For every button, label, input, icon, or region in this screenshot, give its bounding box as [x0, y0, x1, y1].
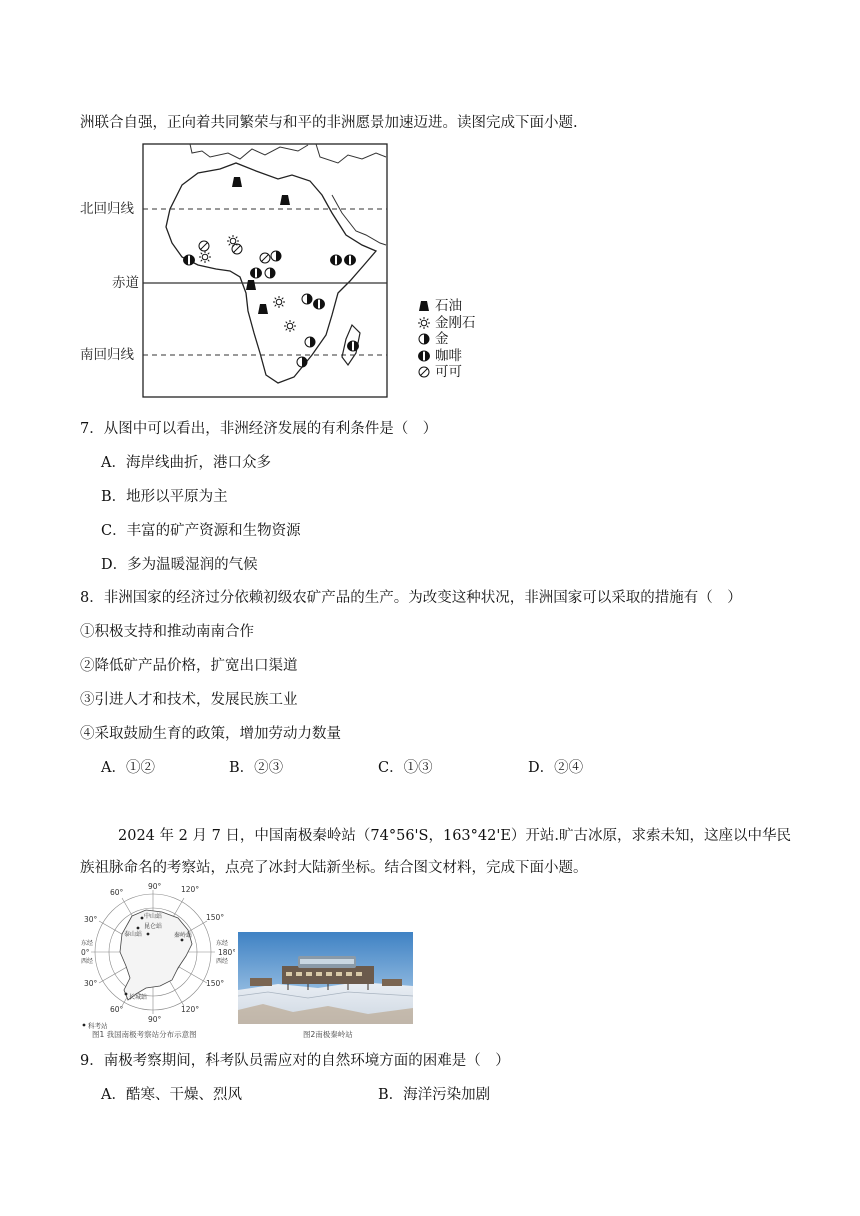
cocoa-symbol	[199, 241, 209, 251]
q8-option-d[interactable]: D．②④	[528, 760, 584, 776]
q9-option-a[interactable]: A．酷寒、干燥、烈风	[101, 1087, 242, 1103]
gold-symbol	[302, 294, 312, 304]
station-label: 秦岭站	[174, 932, 193, 939]
q7-option-c[interactable]: C．丰富的矿产资源和生物资源	[101, 523, 301, 539]
gold-symbol	[265, 268, 275, 278]
q7-stem: 7．从图中可以看出，非洲经济发展的有利条件是（ ）	[80, 421, 438, 437]
legend-label: 可可	[435, 364, 462, 380]
deg-label: 90°	[148, 882, 162, 891]
cocoa-icon	[417, 365, 431, 379]
africa-resource-map	[80, 143, 410, 407]
coffee-icon	[417, 349, 431, 363]
coffee-symbol	[330, 255, 342, 265]
oil-icon	[417, 299, 431, 313]
q7-option-a[interactable]: A．海岸线曲折，港口众多	[101, 455, 271, 471]
station-dot	[141, 917, 144, 920]
deg-label: 180°	[218, 948, 235, 957]
station-dot	[137, 927, 140, 930]
cocoa-symbol	[260, 253, 270, 263]
map-legend	[417, 298, 476, 381]
deg-label: 60°	[110, 888, 124, 897]
coffee-symbol	[313, 299, 325, 309]
q8-option-a[interactable]: A．①②	[101, 760, 155, 776]
deg-label: 120°	[181, 885, 200, 894]
station-label: 昆仑站	[144, 923, 163, 930]
east-label: 东经	[216, 940, 229, 947]
q9-stem: 9．南极考察期间，科考队员需应对的自然环境方面的困难是（ ）	[80, 1053, 510, 1069]
q8-option-b[interactable]: B．②③	[229, 760, 284, 776]
legend-label: 咖啡	[435, 347, 462, 364]
deg-label: 120°	[181, 1005, 200, 1014]
legend-coffee	[417, 348, 476, 365]
q7-option-d[interactable]: D．多为温暖湿润的气候	[101, 557, 258, 573]
figure2-caption: 图2南极秦岭站	[303, 1030, 353, 1039]
legend-diamond	[417, 315, 476, 332]
station-label: 中山站	[144, 913, 163, 920]
gold-icon	[417, 332, 431, 346]
deg-label: 150°	[206, 913, 225, 922]
station-dot	[125, 993, 128, 996]
station-label: 泰山站	[124, 931, 143, 938]
gold-symbol	[271, 251, 281, 261]
legend-cocoa	[417, 364, 476, 381]
station-dot	[147, 933, 150, 936]
deg-label: 0°	[81, 948, 90, 957]
east-label-west-side: 东经	[81, 940, 94, 947]
legend-oil	[417, 298, 476, 315]
tropic-north-label: 北回归线	[80, 201, 134, 217]
q7-option-b[interactable]: B．地形以平原为主	[101, 489, 228, 505]
deg-label: 150°	[206, 979, 225, 988]
station-dot	[181, 939, 184, 942]
coffee-symbol	[250, 268, 262, 278]
legend-label: 金	[435, 331, 449, 347]
q8-stem: 8．非洲国家的经济过分依赖初级农矿产品的生产。为改变这种状况，非洲国家可以采取的措施有（ ）	[80, 590, 742, 606]
west-label-east-side: 西经	[216, 958, 229, 965]
deg-label: 90°	[148, 1015, 162, 1024]
deg-label: 60°	[110, 1005, 124, 1014]
coffee-symbol	[344, 255, 356, 265]
q9-option-b[interactable]: B．海洋污染加剧	[378, 1087, 491, 1103]
q8-item-1: ①积极支持和推动南南合作	[80, 624, 254, 640]
deg-label: 30°	[84, 915, 98, 924]
q8-item-3: ③引进人才和技术，发展民族工业	[80, 692, 298, 708]
tropic-south-label: 南回归线	[80, 347, 134, 363]
q8-item-2: ②降低矿产品价格，扩宽出口渠道	[80, 658, 298, 674]
gold-symbol	[297, 357, 307, 367]
q8-item-4: ④采取鼓励生育的政策，增加劳动力数量	[80, 726, 341, 742]
deg-label: 30°	[84, 979, 98, 988]
passage-line-2: 族祖脉命名的考察站，点亮了冰封大陆新坐标。结合图文材料，完成下面小题。	[80, 860, 588, 876]
legend-label: 石油	[435, 298, 462, 314]
west-label: 西经	[81, 958, 94, 965]
station-legend-label: 科考站	[88, 1022, 108, 1030]
gold-symbol	[305, 337, 315, 347]
intro-text: 洲联合自强，正向着共同繁荣与和平的非洲愿景加速迈进。读图完成下面小题.	[80, 115, 578, 131]
equator-label: 赤道	[112, 275, 139, 291]
antarctic-station-map	[80, 882, 235, 1036]
diamond-icon	[417, 316, 431, 330]
qinling-station-photo	[238, 932, 413, 1024]
legend-label: 金刚石	[435, 314, 476, 331]
figure1-caption: 图1 我国南极考察站分布示意图	[92, 1030, 197, 1039]
q8-option-c[interactable]: C．①③	[378, 760, 433, 776]
legend-gold	[417, 331, 476, 348]
coffee-symbol	[183, 255, 195, 265]
station-label: 长城站	[129, 994, 148, 1001]
station-legend-dot	[83, 1024, 86, 1027]
coffee-symbol	[347, 341, 359, 351]
passage-line-1: 2024 年 2 月 7 日，中国南极秦岭站（74°56'S，163°42'E）开站.旷古冰原，求索未知，这座以中华民	[118, 828, 792, 844]
